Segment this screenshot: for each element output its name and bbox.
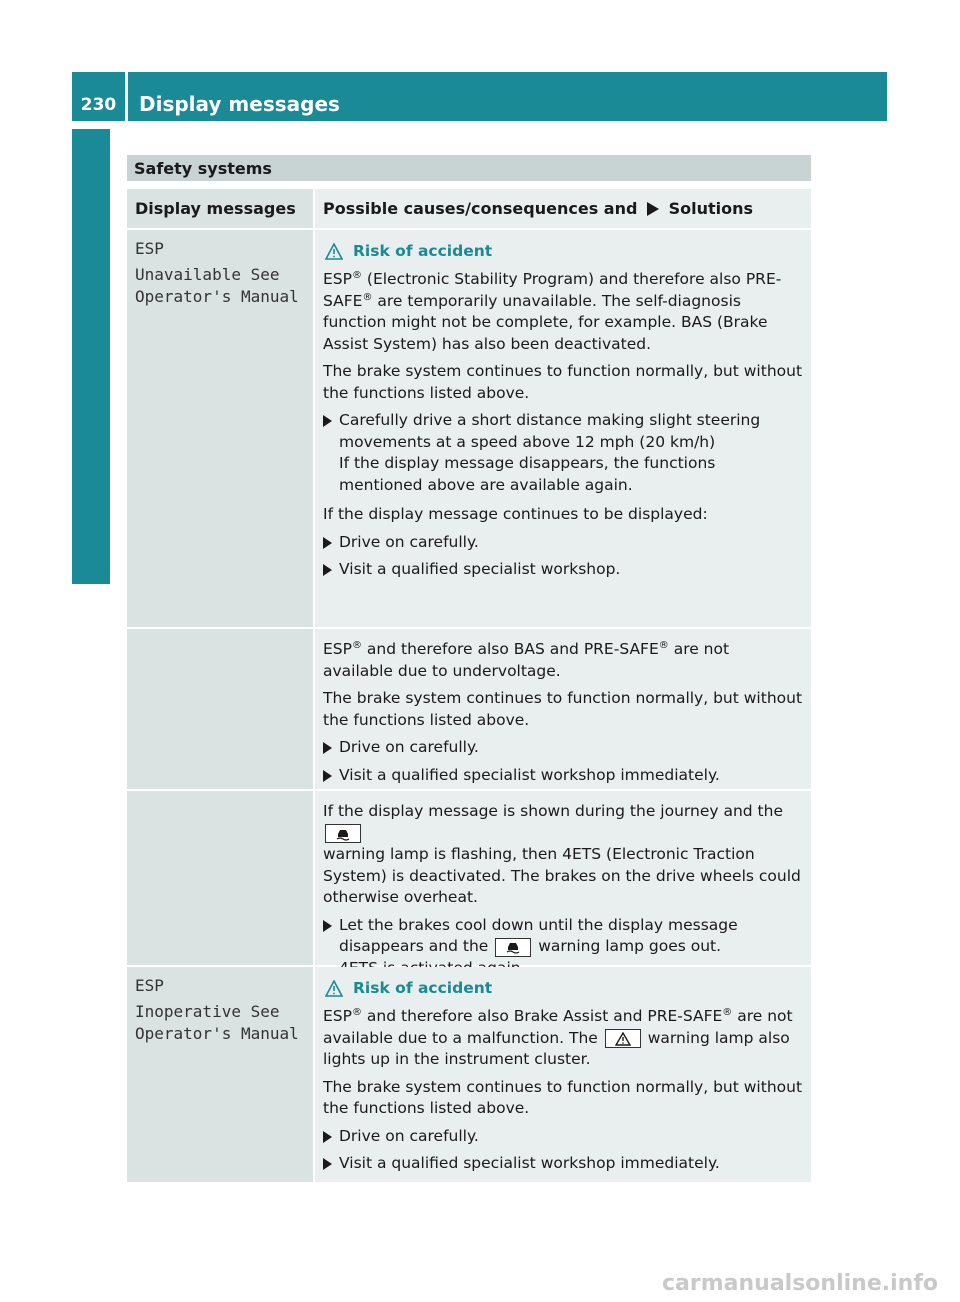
display-message-empty [127, 791, 313, 965]
display-message-esp-unavailable [127, 230, 313, 627]
arrow-right-icon [647, 201, 659, 220]
arrow-right-icon [323, 1153, 339, 1175]
message-line: ESP [135, 976, 164, 995]
table-row [127, 230, 811, 629]
risk-label: Risk of accident [353, 979, 493, 997]
solution-step: Drive on carefully. [323, 737, 803, 759]
section-title: Safety systems [127, 155, 811, 181]
col-header-display-messages: Display messages [127, 189, 313, 228]
message-line: Operator's Manual [135, 287, 299, 306]
skidding-car-warning-lamp-icon [325, 824, 361, 843]
risk-warning [323, 242, 803, 260]
table-row [127, 629, 811, 791]
warning-triangle-icon [325, 980, 343, 997]
arrow-right-icon [323, 410, 339, 496]
arrow-right-icon [323, 737, 339, 759]
causes-solutions-cell [315, 967, 811, 1182]
skidding-car-warning-lamp-icon [495, 938, 531, 957]
solution-step: Let the brakes cool down until the display message disappears and the warning lamp goes out. [323, 915, 803, 980]
solution-step: Drive on carefully. [323, 1126, 803, 1148]
cause-paragraph: ESP® and therefore also Brake Assist and PRE-SAFE® are not available due to a malfunction. The warning lamp also lights up in the instrument cluster. [323, 1006, 793, 1068]
col-header-solutions-label: Solutions [668, 199, 754, 218]
side-tab-label: On-board computer and displays [79, 161, 103, 530]
causes-solutions-cell [315, 230, 811, 627]
consequence-paragraph: The brake system continues to function normally, but without the functions listed above. [323, 1077, 803, 1117]
table-header-row [127, 189, 811, 230]
arrow-right-icon [323, 532, 339, 554]
page-number: 230 [80, 95, 117, 115]
solution-step: Visit a qualified specialist workshop immediately. [323, 1153, 803, 1175]
arrow-right-icon [323, 1126, 339, 1148]
message-line: ESP [135, 239, 164, 258]
warning-triangle-icon [325, 243, 343, 260]
cause-paragraph: If the display message is shown during the journey and the warning lamp is flashing, then 4ETS (Electronic Traction System) is deactivated. The brakes on the drive wheels could otherwise overheat. [323, 802, 801, 906]
display-messages-table [127, 189, 811, 1184]
table-row [127, 967, 811, 1184]
risk-warning [323, 979, 803, 997]
solution-step: Visit a qualified specialist workshop immediately. [323, 765, 803, 787]
cause-paragraph: ESP® (Electronic Stability Program) and therefore also PRE-SAFE® are temporarily unavailable. The self-diagnosis function might not be complete, for example. BAS (Brake Assist System) has also been deactivated. [323, 269, 782, 353]
message-line: Inoperative See [135, 1002, 280, 1021]
solution-step: Carefully drive a short distance making slight steering movements at a speed above 12 mph (20 km/h) If the display message disappears, the functions mentioned above are available again. [323, 410, 803, 496]
solution-step: Drive on carefully. [323, 532, 803, 554]
message-line: Operator's Manual [135, 1024, 299, 1043]
display-message-esp-inoperative [127, 967, 313, 1182]
side-tab-block [72, 537, 110, 584]
causes-solutions-cell [315, 629, 811, 789]
table-row [127, 791, 811, 967]
col-header-causes-solutions [315, 189, 811, 228]
consequence-paragraph: The brake system continues to function normally, but without the functions listed above. [323, 689, 803, 729]
message-line: Unavailable See [135, 265, 280, 284]
arrow-right-icon [323, 559, 339, 581]
arrow-right-icon [323, 765, 339, 787]
condition-paragraph: If the display message continues to be displayed: [323, 505, 708, 523]
header-divider [125, 72, 128, 121]
page-title: Display messages [139, 92, 340, 116]
warning-triangle-lamp-icon [605, 1029, 641, 1048]
causes-solutions-cell [315, 791, 811, 965]
consequence-paragraph: The brake system continues to function normally, but without the functions listed above. [323, 362, 803, 402]
display-message-empty [127, 629, 313, 789]
col-header-causes-label: Possible causes/consequences and [323, 199, 638, 218]
watermark: carmanualsonline.info [662, 1271, 938, 1296]
cause-paragraph: ESP® and therefore also BAS and PRE-SAFE® are not available due to undervoltage. [323, 639, 730, 680]
solution-step: Visit a qualified specialist workshop. [323, 559, 803, 581]
risk-label: Risk of accident [353, 242, 493, 260]
